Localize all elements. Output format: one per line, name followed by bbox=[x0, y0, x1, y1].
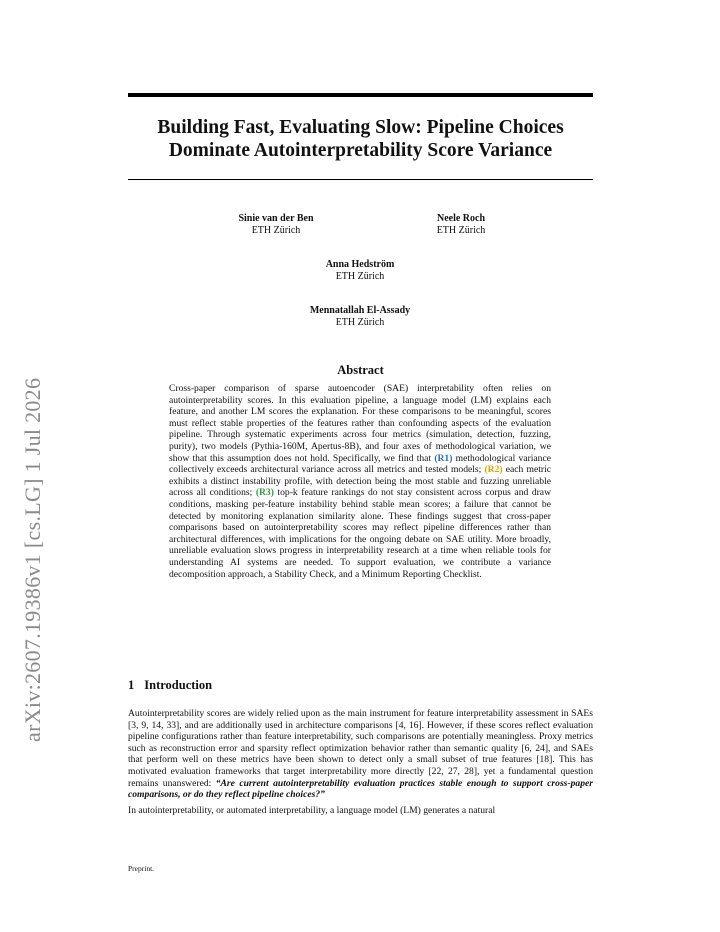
title-line-2: Dominate Autointerpretability Score Variance bbox=[168, 140, 553, 161]
author-affiliation: ETH Zürich bbox=[251, 225, 301, 236]
title-rule-bottom bbox=[128, 179, 593, 180]
author-block bbox=[260, 259, 460, 283]
paragraph bbox=[128, 708, 593, 801]
author-block bbox=[361, 213, 561, 237]
section-heading-introduction bbox=[128, 678, 212, 693]
abstract-body bbox=[169, 383, 551, 580]
section-number: 1 bbox=[128, 678, 135, 692]
introduction-body bbox=[128, 708, 593, 820]
finding-r1-label[interactable]: (R1) bbox=[434, 452, 453, 464]
finding-r2-label[interactable]: (R2) bbox=[484, 464, 503, 476]
abstract-text: methodological variance collectively exceeds architectural variance across all metrics and tested models; bbox=[169, 452, 551, 476]
author-affiliation: ETH Zürich bbox=[335, 317, 385, 328]
abstract-text: top-k feature rankings do not stay consistent across corpus and draw conditions, masking per-feature instability behind stable mean scores; a failure that cannot be detected by monitoring explanation similarity alone. These findings suggest that cross-paper comparisons based on autointerpretability scores may reflect pipeline differences rather than architectural differences, with implications for the ongoing debate on SAE utility. More broadly, unreliable evaluation slows progress in interpretability research at a time when reliable tools for understanding AI systems are needed. To support evaluation, we contribute a variance decomposition approach, a Stability Check, and a Minimum Reporting Checklist. bbox=[169, 487, 551, 580]
preprint-footer: Preprint. bbox=[128, 864, 155, 873]
author-affiliation: ETH Zürich bbox=[436, 225, 486, 236]
abstract-text: Cross-paper comparison of sparse autoencoder (SAE) interpretability often relies on autointerpretability scores. In this evaluation pipeline, a language model (LM) explains each feature, and another LM scores the explanation. For these comparisons to be meaningful, scores must reflect stable properties of the features rather than confounding aspects of the evaluation pipeline. Through systematic experiments across four metrics (simulation, detection, fuzzing, purity), two models (Pythia-160M, Apertus-8B), and four axes of methodological variation, we show that this assumption does not hold. Specifically, we find that bbox=[169, 383, 551, 464]
research-question: “Are current autointerpretability evaluation practices stable enough to support cross-paper comparisons, or do they reflect pipeline choices?” bbox=[128, 777, 593, 801]
author-name: Mennatallah El-Assady bbox=[309, 305, 411, 316]
section-title: Introduction bbox=[144, 678, 213, 692]
author-name: Anna Hedström bbox=[325, 259, 395, 270]
abstract-heading: Abstract bbox=[337, 363, 384, 377]
author-name: Sinie van der Ben bbox=[238, 213, 314, 224]
finding-r3-label[interactable]: (R3) bbox=[255, 487, 274, 499]
abstract-text: each metric exhibits a distinct instability profile, with detection being the most stable and fuzzing unreliable across all conditions; bbox=[169, 464, 551, 499]
paper-title bbox=[128, 116, 593, 162]
author-name: Neele Roch bbox=[436, 213, 486, 224]
title-rule-top bbox=[128, 93, 593, 97]
paragraph: In autointerpretability, or automated interpretability, a language model (LM) generates a natural bbox=[128, 804, 496, 816]
author-affiliation: ETH Zürich bbox=[335, 271, 385, 282]
title-line-1: Building Fast, Evaluating Slow: Pipeline Choices bbox=[157, 117, 564, 138]
arxiv-identifier[interactable]: arXiv:2607.19386v1 [cs.LG] 1 Jul 2026 bbox=[20, 377, 45, 742]
author-block bbox=[176, 213, 376, 237]
author-block bbox=[260, 305, 460, 329]
paragraph-text: Autointerpretability scores are widely relied upon as the main instrument for feature interpretability assessment in SAEs [3, 9, 14, 33], and are additionally used in architecture comparisons [4, 16]. However, if these scores reflect evaluation pipeline configurations rather than feature interpretability, such comparisons are potentially meaningless. Proxy metrics such as reconstruction error and sparsity reflect optimization behavior rather than semantic quality [6, 24], and SAEs that perform well on these metrics have been shown to detect only a small subset of true features [18]. This has motivated evaluation frameworks that target interpretability more directly [22, 27, 28], yet a fundamental question remains unanswered: bbox=[128, 708, 593, 789]
